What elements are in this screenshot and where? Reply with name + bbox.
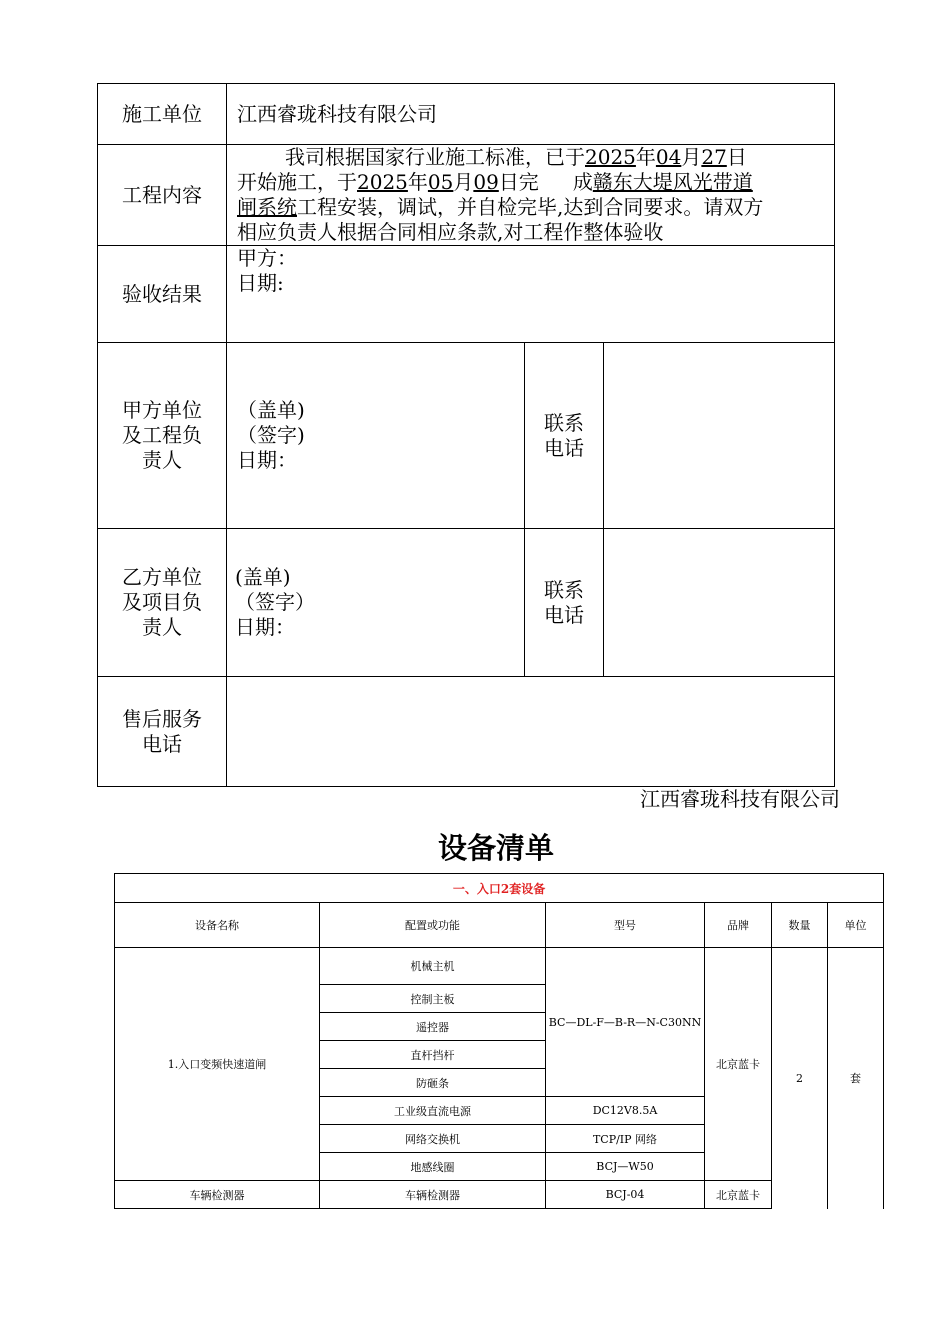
company-signature: 江西睿珑科技有限公司 — [640, 787, 840, 811]
header-model: 型号 — [546, 903, 705, 948]
end-day: 09 — [473, 170, 499, 194]
model-cell: TCP/IP 网络 — [546, 1125, 705, 1153]
party-b-contact-value — [604, 529, 835, 677]
row-party-b — [98, 529, 835, 677]
row-acceptance-result — [98, 246, 835, 343]
construction-unit-label: 施工单位 — [98, 84, 227, 145]
row-construction-unit — [98, 84, 835, 145]
party-a-sign-cell — [227, 343, 525, 529]
party-b-signature: （签字） — [235, 590, 315, 614]
table-row — [115, 948, 884, 985]
content-line-3: 闸系统工程安装，调试，并自检完毕,达到合同要求。请双方 — [237, 195, 764, 219]
header-row — [115, 903, 884, 948]
party-b-sign-cell — [227, 529, 525, 677]
function-cell: 直杆挡杆 — [320, 1041, 546, 1069]
end-month: 05 — [427, 170, 454, 194]
function-cell: 遥控器 — [320, 1013, 546, 1041]
function-cell: 网络交换机 — [320, 1125, 546, 1153]
equipment-list-title: 设备清单 — [437, 831, 554, 865]
header-unit: 单位 — [828, 903, 884, 948]
section-row — [115, 874, 884, 903]
aftersales-value — [227, 677, 835, 787]
project-name-a: 赣东大堤风光带道 — [592, 170, 753, 194]
start-year: 2025 — [585, 145, 636, 169]
construction-unit-value: 江西睿珑科技有限公司 — [227, 84, 835, 145]
acceptance-result-label: 验收结果 — [98, 246, 227, 343]
detector-name: 车辆检测器 — [115, 1181, 320, 1209]
party-b-contact-label: 联系电话 — [525, 529, 604, 677]
row-project-content — [98, 145, 835, 246]
row-aftersales — [98, 677, 835, 787]
brand-cell: 北京蓝卡 — [705, 948, 772, 1181]
result-date-field: 日期: — [237, 271, 284, 295]
header-quantity: 数量 — [772, 903, 828, 948]
device-group-name: 1.入口变频快速道闸 — [115, 948, 320, 1181]
acceptance-result-cell — [227, 246, 835, 343]
header-brand: 品牌 — [705, 903, 772, 948]
content-line-2: 开始施工，于2025年05月09日完 成赣东大堤风光带道 — [237, 170, 753, 194]
content-line-4: 相应负责人根据合同相应条款,对工程作整体验收 — [237, 220, 664, 244]
party-b-date: 日期： — [235, 615, 295, 639]
function-cell: 控制主板 — [320, 985, 546, 1013]
party-a-date: 日期： — [237, 448, 297, 472]
project-name-b: 闸系统 — [237, 195, 297, 219]
content-line-1: 我司根据国家行业施工标准，已于2025年04月27日 — [285, 145, 747, 169]
row-party-a — [98, 343, 835, 529]
start-month: 04 — [655, 145, 682, 169]
model-cell: DC12V8.5A — [546, 1097, 705, 1125]
party-a-seal: （盖单) — [237, 398, 305, 422]
acceptance-form-table — [97, 83, 835, 787]
party-a-contact-value — [604, 343, 835, 529]
function-cell: 机械主机 — [320, 948, 546, 985]
equipment-table — [114, 873, 884, 1209]
party-b-label: 乙方单位及项目负责人 — [98, 529, 227, 677]
party-a-label: 甲方单位及工程负责人 — [98, 343, 227, 529]
aftersales-label: 售后服务电话 — [98, 677, 227, 787]
function-cell: 地感线圈 — [320, 1153, 546, 1181]
shared-model-cell: BC—DL-F—B-R—N-C30NN — [546, 948, 705, 1097]
project-content-label: 工程内容 — [98, 145, 227, 246]
start-day: 27 — [701, 145, 727, 169]
quantity-cell: 2 — [772, 948, 828, 1209]
header-device-name: 设备名称 — [115, 903, 320, 948]
party-a-field: 甲方： — [237, 246, 297, 270]
model-cell: BCJ—W50 — [546, 1153, 705, 1181]
detector-function: 车辆检测器 — [320, 1181, 546, 1209]
function-cell: 工业级直流电源 — [320, 1097, 546, 1125]
table-row-detector — [115, 1181, 884, 1209]
header-function: 配置或功能 — [320, 903, 546, 948]
project-content-text — [227, 145, 835, 246]
detector-model: BCJ-04 — [546, 1181, 705, 1209]
end-year: 2025 — [357, 170, 408, 194]
section-heading: 一、入口2套设备 — [115, 874, 884, 903]
function-cell: 防砸条 — [320, 1069, 546, 1097]
party-a-signature: （签字) — [237, 423, 305, 447]
party-a-contact-label: 联系电话 — [525, 343, 604, 529]
party-b-seal: (盖单) — [235, 565, 291, 589]
detector-brand: 北京蓝卡 — [705, 1181, 772, 1209]
unit-cell: 套 — [828, 948, 884, 1209]
